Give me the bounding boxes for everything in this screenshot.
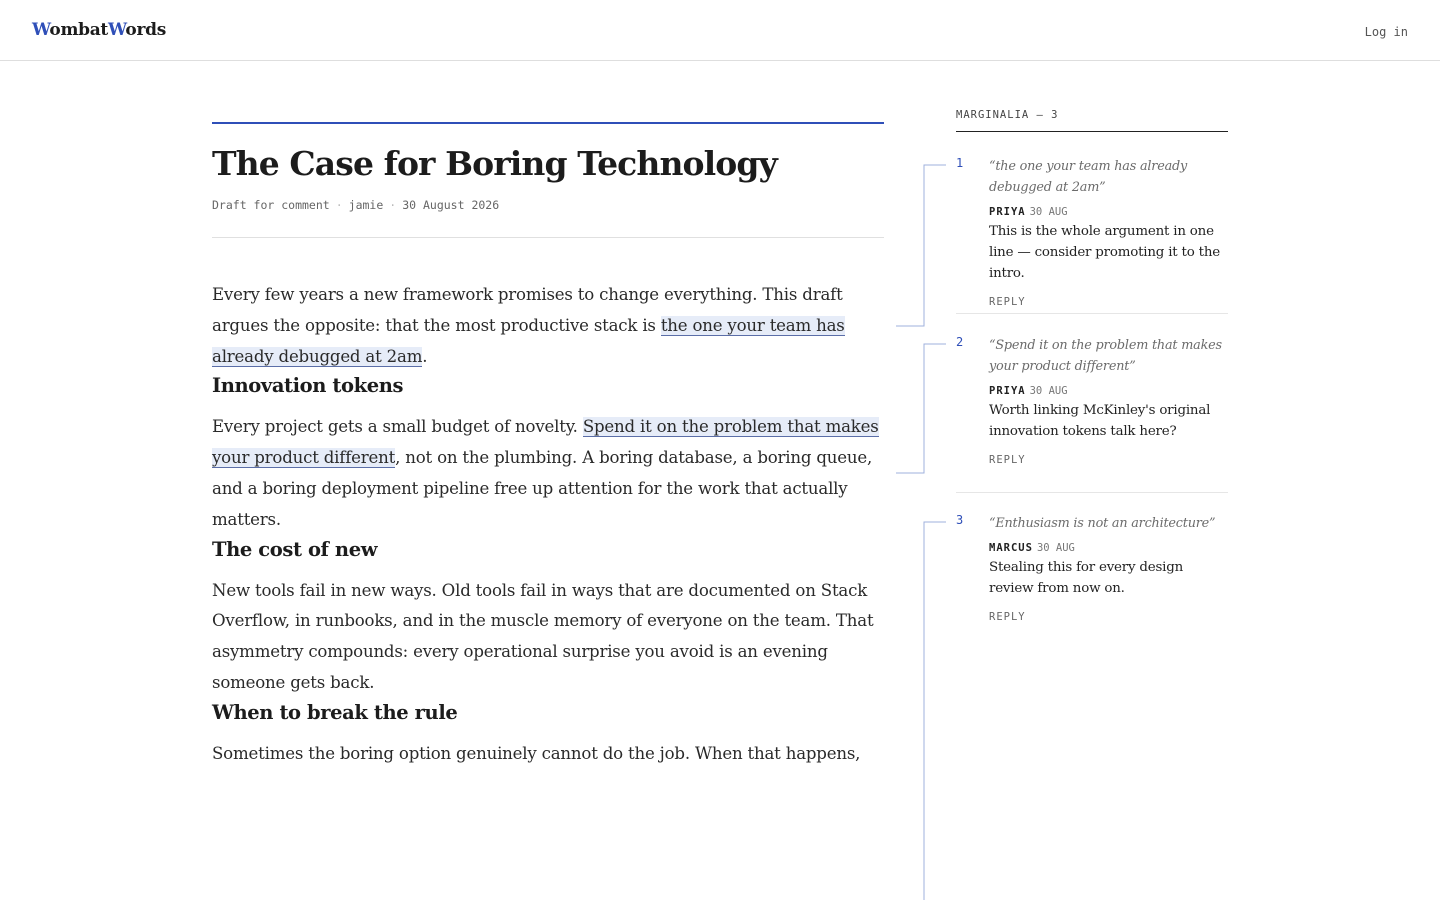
article-meta [212,198,884,212]
margin-note-1[interactable] [956,156,1228,309]
paragraph-innovation-tokens [212,412,884,535]
note-author-line [989,385,1228,397]
paragraph-text: . [422,346,428,366]
note-author-line [989,542,1228,554]
note-date: 30 AUG [1036,542,1075,554]
paragraph-cost-of-new: New tools fail in new ways. Old tools fail in ways that are documented on Stack Overflow, in runbooks, and in the muscle memory of everyone on the team. That asymmetry compounds: every operational surprise you avoid is an evening someone gets back. [212,580,874,692]
note-comment: Worth linking McKinley's original innovation tokens talk here? [989,403,1211,439]
reply-button[interactable]: REPLY [989,454,1026,466]
paragraph-text: Every few years a new framework promises to change everything. This draft argues the opposite: that the most productive stack is [212,285,843,335]
logo-text-ords: ords [125,20,166,40]
article-title: The Case for Boring Technology [212,144,777,183]
title-accent-rule [212,122,884,124]
paragraph-break-the-rule: Sometimes the boring option genuinely cannot do the job. When that happens, [212,743,861,763]
note-date: 30 AUG [1029,385,1068,397]
note-divider [956,492,1228,493]
article [212,122,884,770]
note-author: PRIYA [989,385,1026,397]
paragraph-text: Every project gets a small budget of novelty. [212,417,583,437]
article-author: jamie [348,198,384,212]
note-quote: “the one your team has already debugged at 2am” [989,159,1188,195]
highlight-annotation-1[interactable]: the one your team has already debugged at 2am [212,315,845,366]
note-number: 2 [956,335,964,349]
connector-line-1 [896,165,946,326]
connector-line-2 [896,344,946,473]
margin-note-2[interactable] [956,335,1228,467]
marginalia-panel [956,106,1228,132]
top-bar [0,0,1440,61]
section-heading-cost-of-new: The cost of new [212,537,378,561]
note-comment: Stealing this for every design review from now on. [989,560,1184,596]
article-status: Draft for comment [212,198,330,212]
logo-initial-w: W [32,20,50,40]
section-heading-innovation-tokens: Innovation tokens [212,374,404,398]
paragraph-text: , not on the plumbing. A boring database, a boring queue, and a boring deployment pipeline free up attention for the work that actually matters. [212,448,873,529]
note-date: 30 AUG [1029,206,1068,218]
reply-button[interactable]: REPLY [989,296,1026,308]
note-divider [956,313,1228,314]
note-author: PRIYA [989,206,1026,218]
connector-line-3 [924,522,946,900]
note-quote: “Enthusiasm is not an architecture” [989,516,1216,531]
note-author-line [989,206,1228,218]
note-author: MARCUS [989,542,1033,554]
logo-initial-w-second: W [108,20,126,40]
note-comment: This is the whole argument in one line — consider promoting it to the intro. [989,224,1220,281]
meta-separator-dot: · [389,198,397,212]
marginalia-heading: MARGINALIA — 3 [956,106,1228,132]
reply-button[interactable]: REPLY [989,611,1026,623]
paragraph-intro [212,280,884,372]
note-number: 3 [956,513,964,527]
section-heading-break-the-rule: When to break the rule [212,700,458,724]
logo-text-ombat: ombat [49,20,108,40]
note-number: 1 [956,156,964,170]
note-quote: “Spend it on the problem that makes your product different” [989,338,1222,374]
login-link[interactable]: Log in [1364,25,1408,39]
site-logo[interactable] [32,20,166,40]
article-date: 30 August 2026 [402,198,500,212]
meta-separator-dot: · [335,198,343,212]
margin-note-3[interactable] [956,513,1228,624]
meta-divider [212,237,884,238]
highlight-annotation-2[interactable]: Spend it on the problem that makes your product different [212,417,879,468]
